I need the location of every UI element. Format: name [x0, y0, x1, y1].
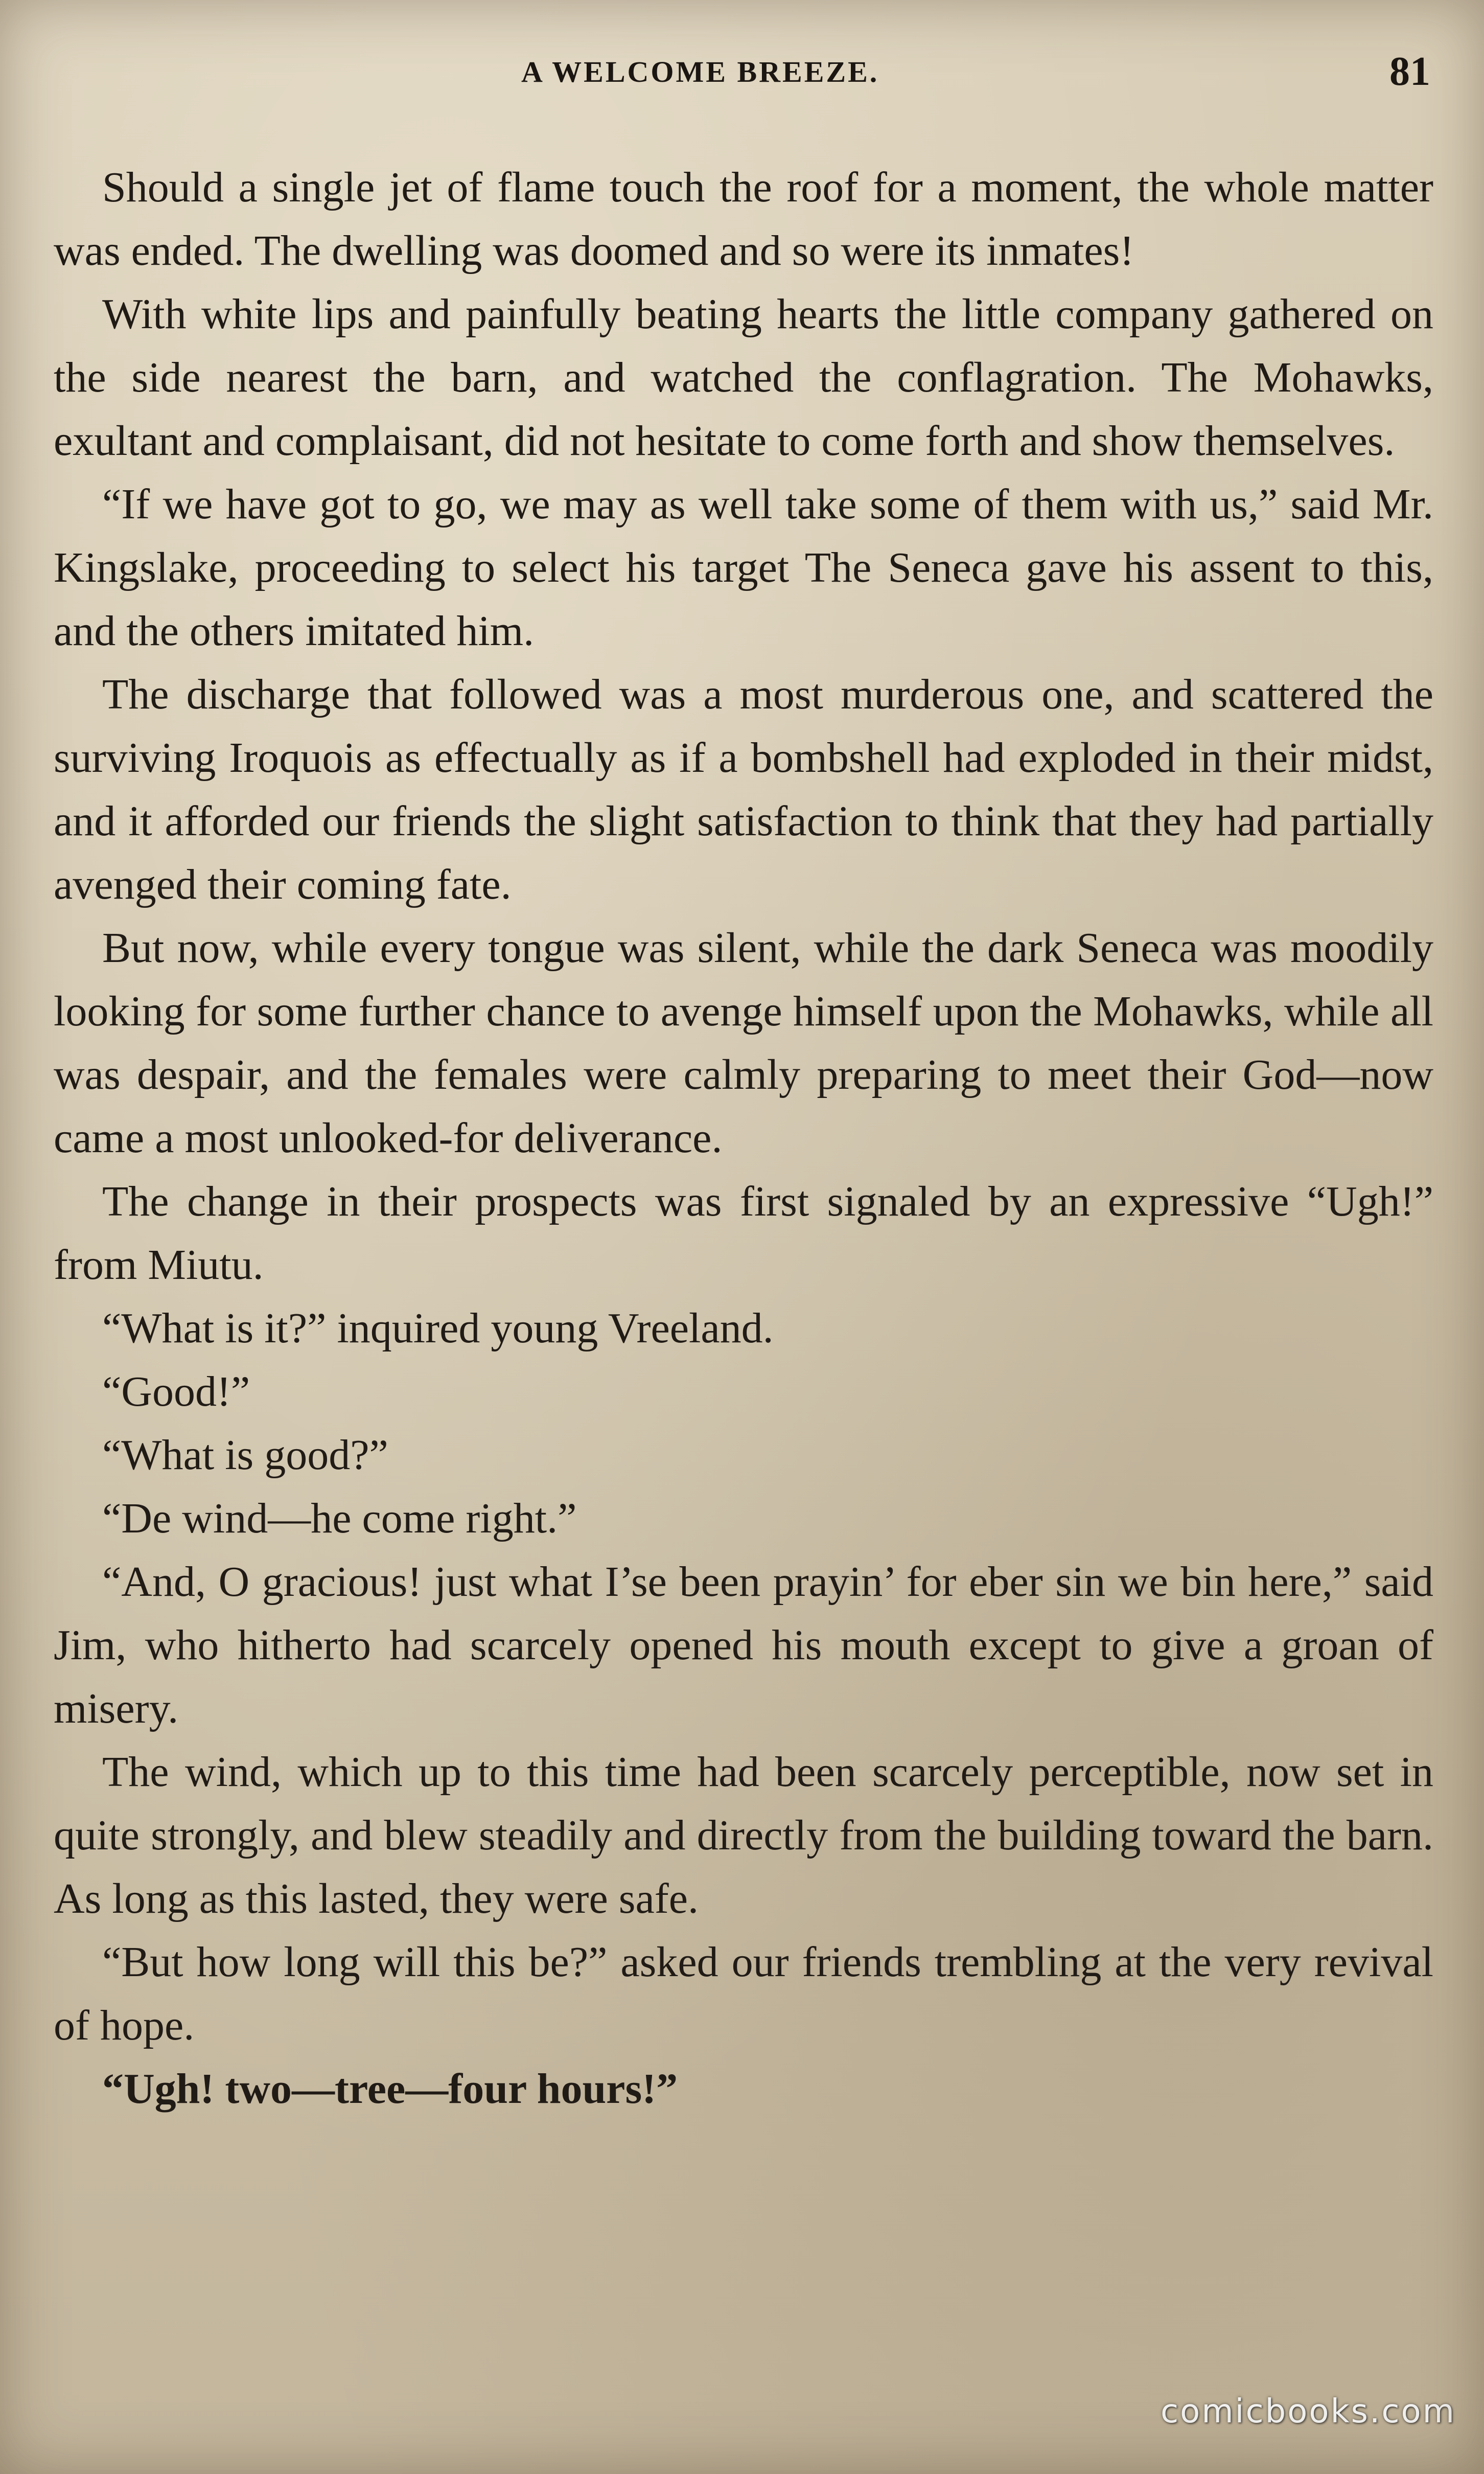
paragraph: The wind, which up to this time had been scarcely perceptible, now set in quite strongly, and blew steadily and directly from the building toward the barn. As long as this lasted, they were safe.: [54, 1748, 1433, 1922]
body-text: [54, 156, 1433, 2121]
paragraph: “And, O gracious! just what I’se been prayin’ for eber sin we bin here,” said Jim, who hitherto had scarcely opened his mouth except to give a groan of misery.: [54, 1558, 1433, 1732]
paragraph: “If we have got to go, we may as well take some of them with us,” said Mr. Kingslake, proceeding to select his target The Seneca gave his assent to this, and the others imitated him.: [54, 480, 1433, 655]
running-head: A WELCOME BREEZE.: [521, 55, 879, 88]
dialogue-line: “Good!”: [102, 1368, 250, 1415]
dialogue-line: “What is good?”: [102, 1431, 388, 1479]
dialogue-line: “What is it?” inquired young Vreeland.: [102, 1304, 774, 1352]
watermark-logo: comicbooks.com: [1160, 2393, 1456, 2431]
dialogue-line: “De wind—he come right.”: [102, 1495, 577, 1542]
paragraph: With white lips and painfully beating hearts the little company gathered on the side nearest the barn, and watched the conflagration. The Mohawks, exultant and complaisant, did not hesitate to come forth and show themselves.: [54, 290, 1433, 465]
page-number: 81: [1389, 49, 1430, 94]
paragraph: But now, while every tongue was silent, while the dark Seneca was moodily looking for some further chance to avenge himself upon the Mohawks, while all was despair, and the females were calmly preparing to meet their God—now came a most unlooked-for deliverance.: [54, 924, 1433, 1162]
page-header: [0, 49, 1484, 105]
paragraph: The discharge that followed was a most murderous one, and scattered the surviving Iroquois as effectually as if a bombshell had exploded in their midst, and it afforded our friends the slight satisfaction to think that they had partially avenged their coming fate.: [54, 671, 1433, 908]
paragraph: The change in their prospects was first signaled by an expressive “Ugh!” from Miutu.: [54, 1178, 1433, 1289]
dialogue-line: “Ugh! two—tree—four hours!”: [102, 2065, 678, 2113]
paragraph: “But how long will this be?” asked our friends trembling at the very revival of hope.: [54, 1938, 1433, 2049]
paragraph: Should a single jet of flame touch the roof for a moment, the whole matter was ended. The dwelling was doomed and so were its inmates!: [54, 164, 1433, 274]
